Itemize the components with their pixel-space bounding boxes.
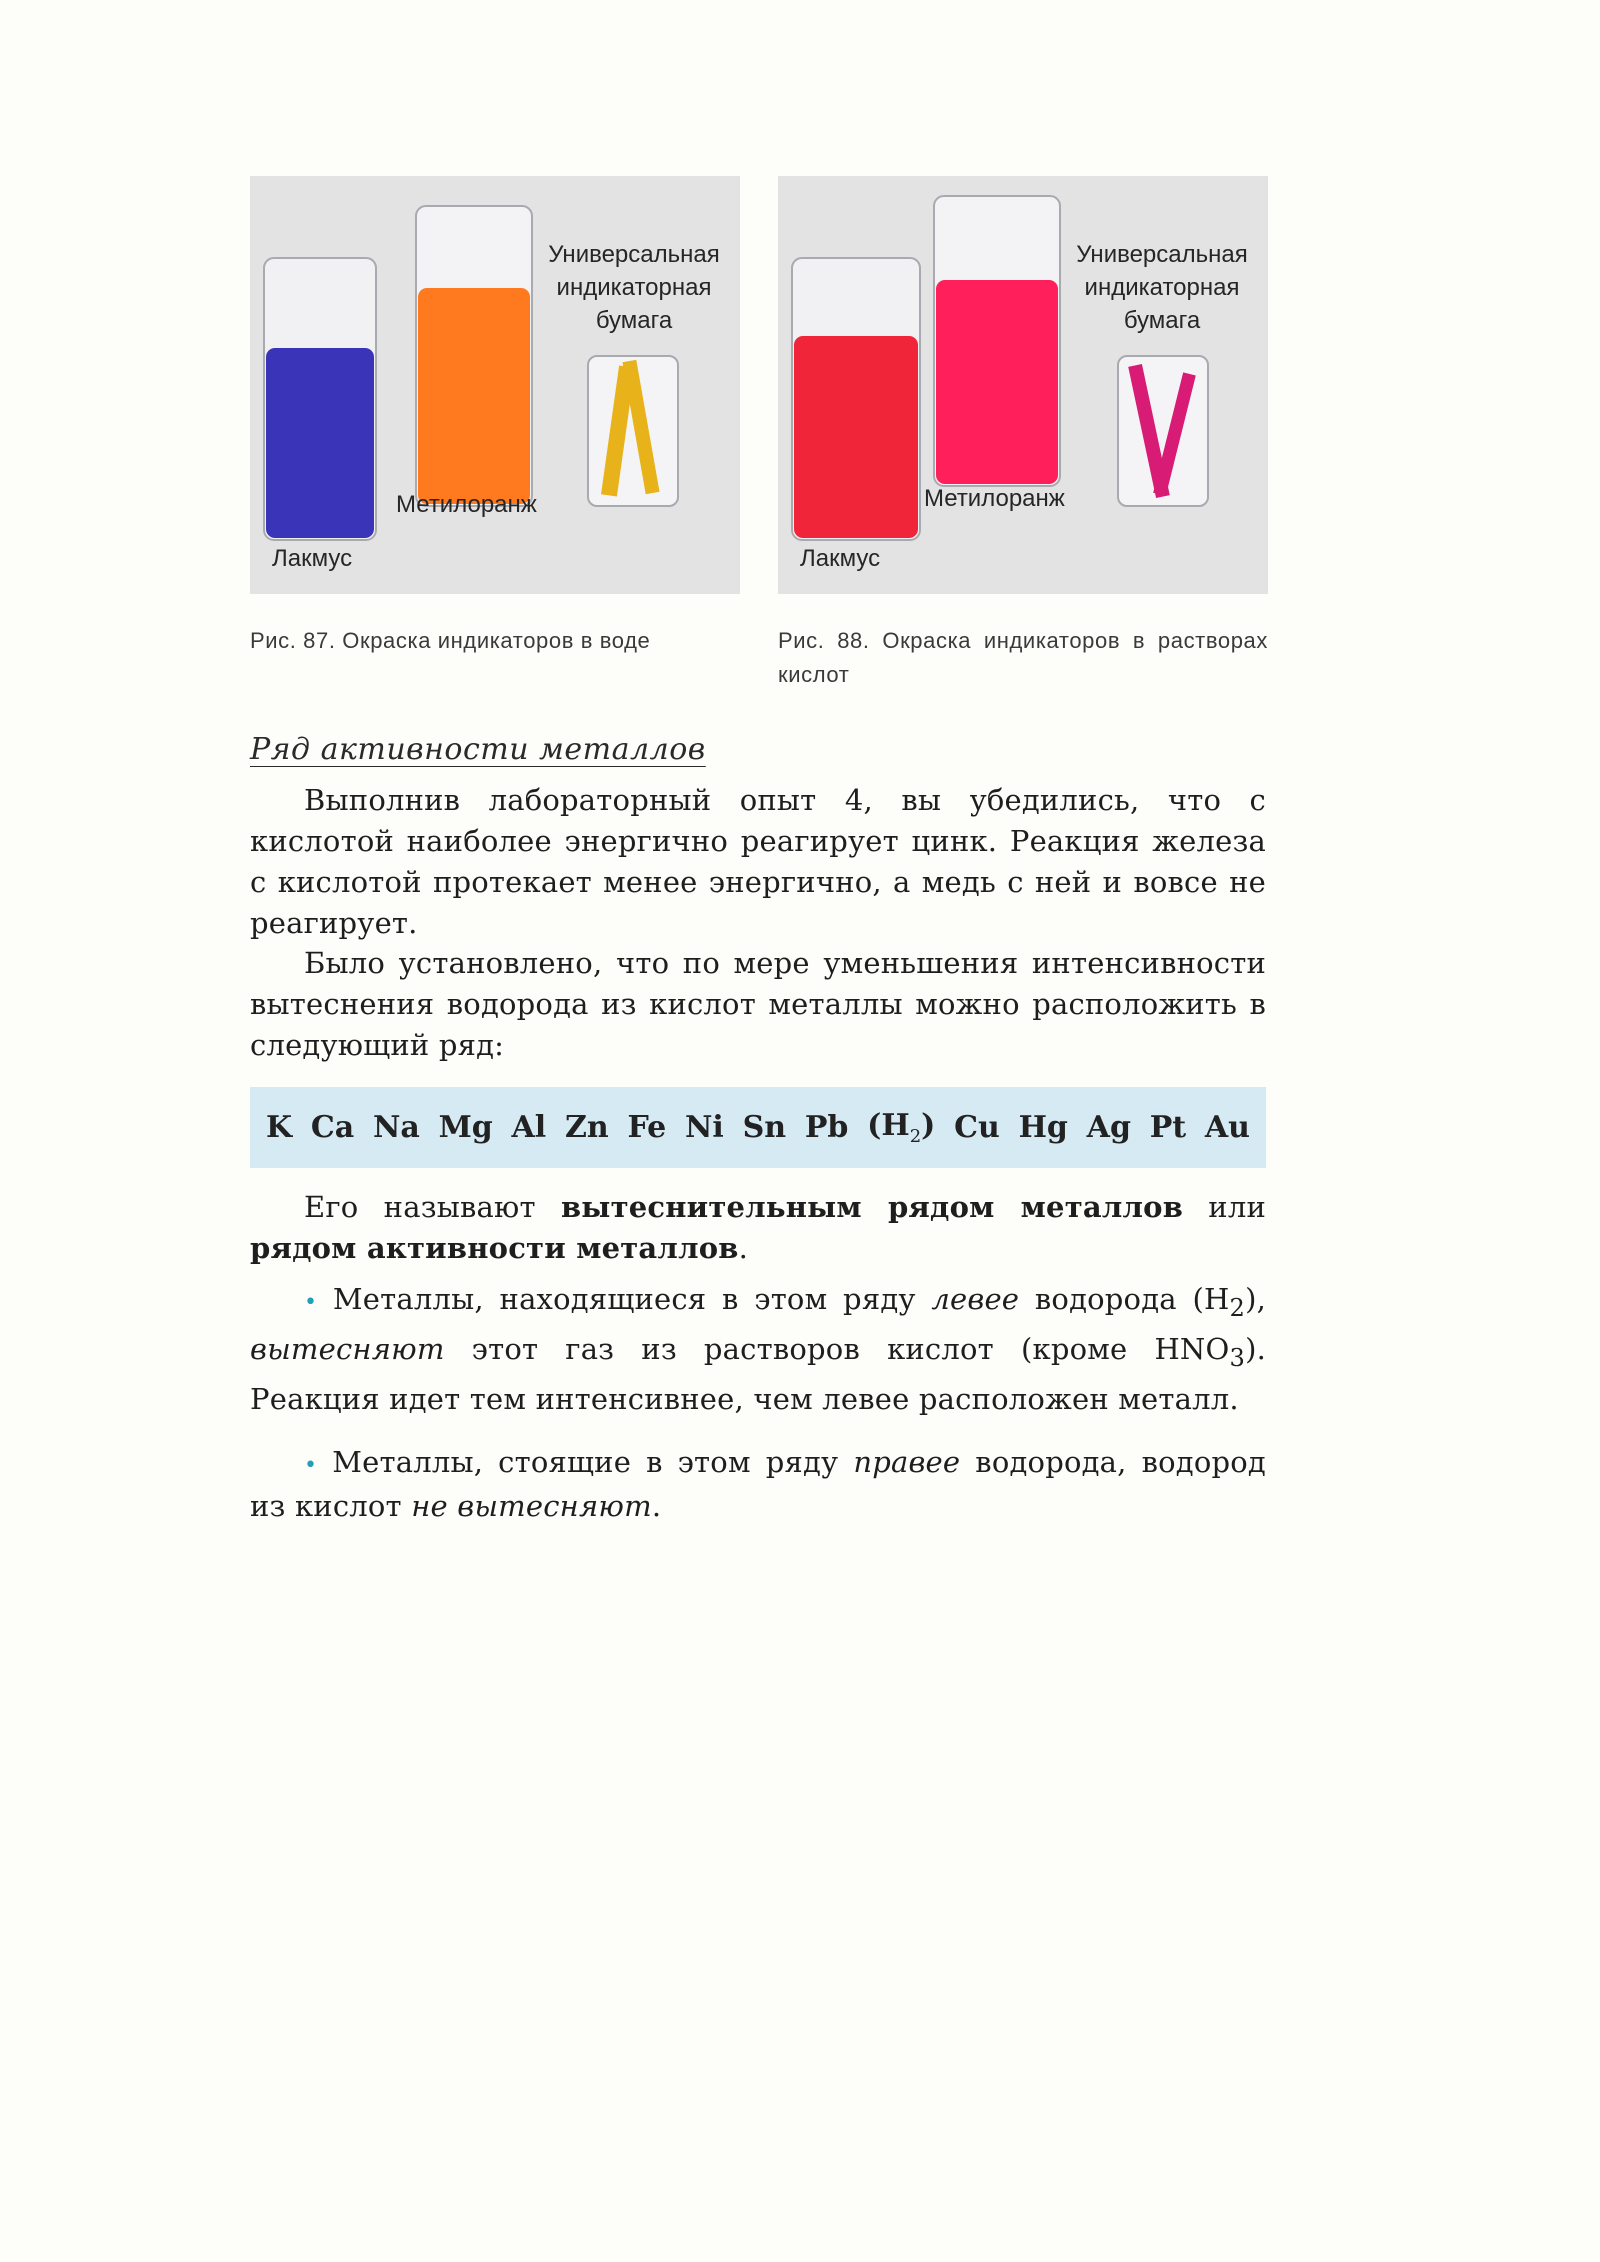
series-metal: Ca <box>310 1110 355 1145</box>
emphasis: вытесняют <box>250 1331 445 1366</box>
text: водорода, водород из кислот <box>250 1445 1266 1523</box>
label-universal-paper: Универсальная индикаторная бумага <box>548 241 720 334</box>
figure-caption-88: Рис. 88. Окраска индикаторов в растворах кислот <box>778 628 1268 687</box>
text: водорода (H <box>1019 1282 1230 1316</box>
series-metal: Sn <box>742 1110 787 1145</box>
subscript: 2 <box>1229 1293 1246 1322</box>
emphasis: левее <box>931 1282 1020 1316</box>
text: . <box>651 1489 662 1523</box>
text: или <box>1183 1190 1266 1224</box>
paragraph-series-name <box>250 1187 1266 1269</box>
figure-indicators-acid <box>778 176 1268 594</box>
metil-liquid <box>418 288 530 504</box>
text: этот газ из растворов кислот (кроме HNO <box>444 1331 1230 1366</box>
bullet-dot-icon: • <box>304 1290 318 1315</box>
text: ). Реакция идет тем интенсивнее, чем левее расположен металл. <box>250 1331 1266 1416</box>
subscript: 3 <box>1229 1343 1246 1372</box>
paragraph-lab-experiment: Выполнив лабораторный опыт 4, вы убедились, что с кислотой наиболее энергично реагирует цинк. Реакция железа с кислотой протекает менее энергично, а медь с ней и вовсе не реагирует. <box>250 783 1266 940</box>
series-metal: K <box>266 1110 293 1145</box>
series-metal: Na <box>372 1110 420 1145</box>
series-metal: Ag <box>1086 1110 1131 1145</box>
series-hydrogen <box>867 1108 935 1147</box>
paragraph-series-intro: Было установлено, что по мере уменьшения интенсивности вытеснения водорода из кислот металлы можно расположить в следующий ряд: <box>250 946 1266 1062</box>
term-displacement-series: вытеснительным рядом металлов <box>560 1190 1184 1224</box>
text: Его называют <box>304 1190 561 1224</box>
series-metal: Al <box>511 1110 547 1145</box>
lakmus-liquid <box>266 348 374 538</box>
metal-activity-series <box>250 1087 1266 1168</box>
series-metal: Cu <box>954 1110 1000 1145</box>
series-metal: Mg <box>438 1110 493 1145</box>
metil-liquid <box>936 280 1058 484</box>
label-methyl-orange: Метилоранж <box>396 491 537 518</box>
bullet-dot-icon: • <box>304 1453 318 1478</box>
series-metal: Zn <box>564 1110 609 1145</box>
figure-caption-87: Рис. 87. Окраска индикаторов в воде <box>250 628 651 653</box>
emphasis: правее <box>853 1445 961 1479</box>
label-methyl-orange: Метилоранж <box>924 485 1065 512</box>
figure-indicators-water <box>250 176 740 594</box>
series-metal: Hg <box>1018 1110 1068 1145</box>
series-metal: Fe <box>627 1110 667 1145</box>
label-litmus: Лакмус <box>272 545 353 572</box>
term-activity-series: рядом активности металлов <box>250 1231 739 1265</box>
series-metal: Pb <box>804 1110 849 1145</box>
text: Металлы, находящиеся в этом ряду <box>317 1282 932 1316</box>
series-metal: Ni <box>684 1110 724 1145</box>
label-litmus: Лакмус <box>800 545 881 572</box>
series-metal: Pt <box>1149 1110 1187 1145</box>
bullet-left-of-hydrogen <box>250 1279 1266 1420</box>
label-universal-paper: Универсальная индикаторная бумага <box>1076 241 1248 334</box>
text: . <box>738 1231 749 1265</box>
hydrogen-subscript: 2 <box>909 1126 922 1147</box>
text: Металлы, стоящие в этом ряду <box>317 1445 854 1479</box>
text: ), <box>1245 1282 1266 1316</box>
section-title: Ряд активности металлов <box>250 732 706 767</box>
series-metal: Au <box>1204 1110 1250 1145</box>
bullet-right-of-hydrogen <box>250 1442 1266 1527</box>
hydrogen-symbol: (H <box>867 1108 910 1143</box>
emphasis: не вытесняют <box>411 1489 652 1523</box>
hydrogen-close: ) <box>921 1108 936 1143</box>
lakmus-liquid <box>794 336 918 538</box>
